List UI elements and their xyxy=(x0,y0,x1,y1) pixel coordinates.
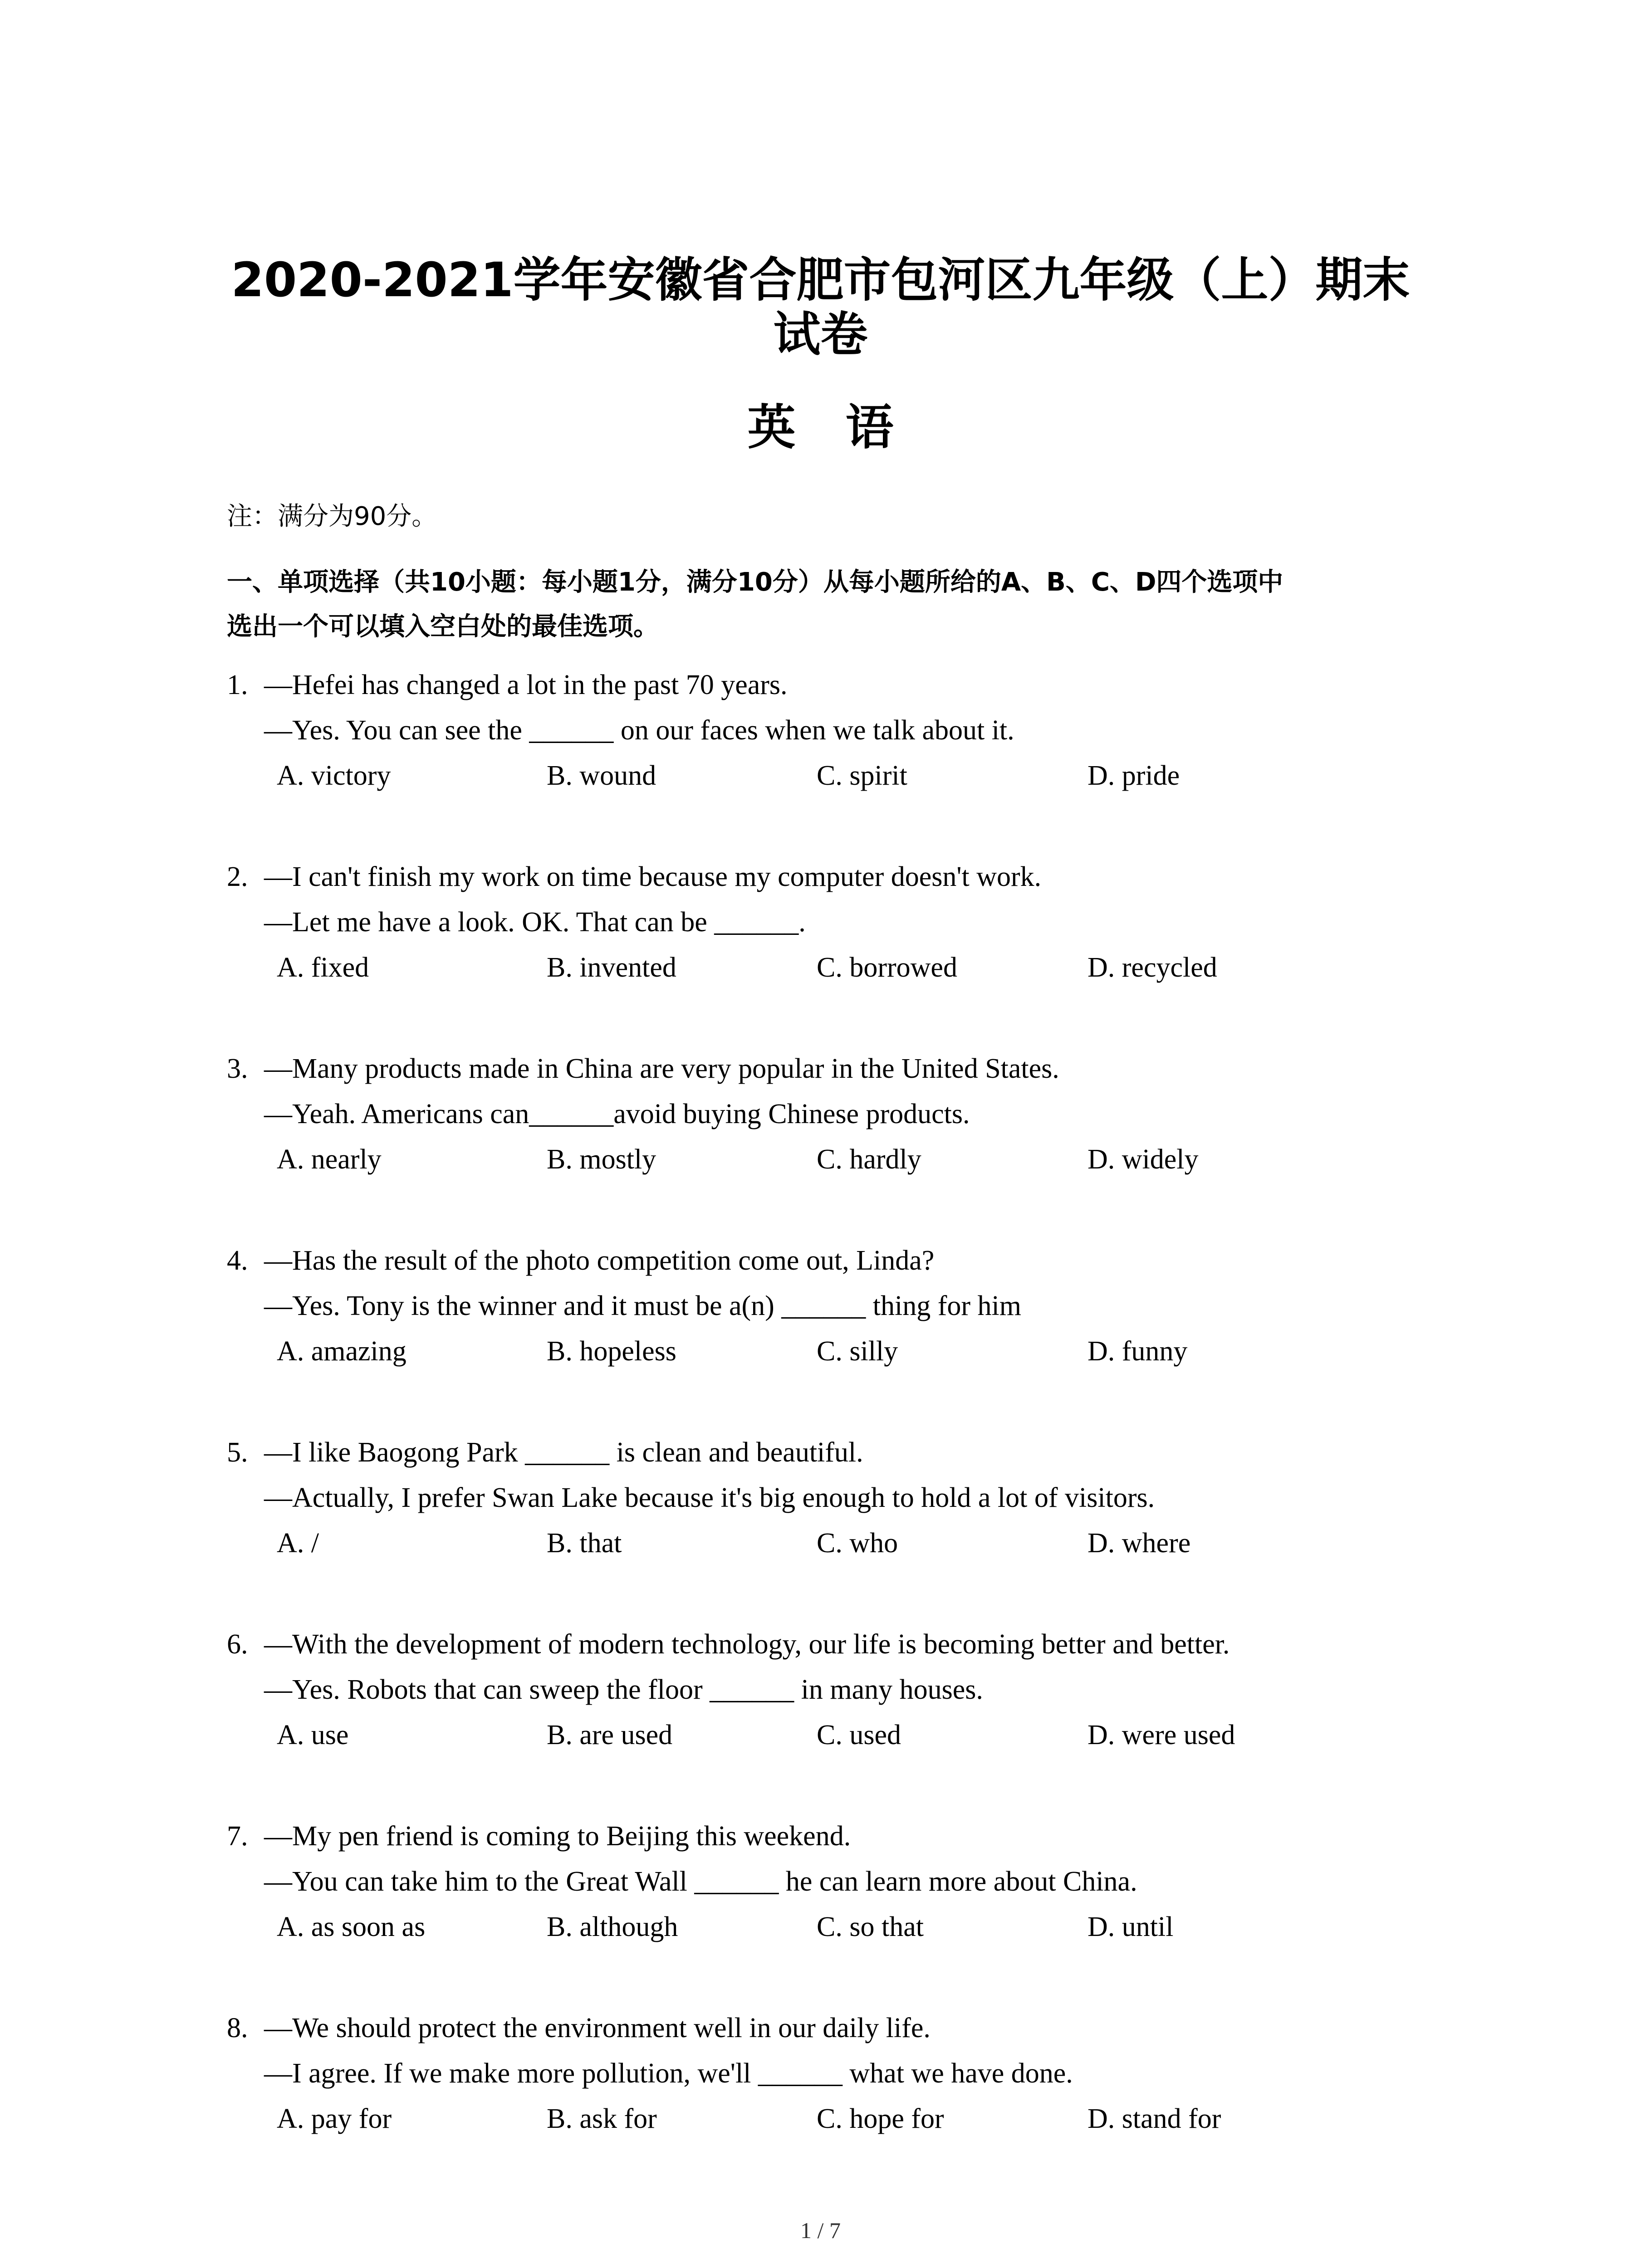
question-line-2: —Let me have a look. OK. That can be ______. xyxy=(264,907,806,938)
option-c: C. hope for xyxy=(817,2103,944,2134)
question-line-2: —I agree. If we make more pollution, we'll ______ what we have done. xyxy=(264,2058,1073,2089)
option-d: D. widely xyxy=(1087,1144,1199,1175)
option-a: A. / xyxy=(277,1528,319,1559)
option-d: D. funny xyxy=(1087,1336,1188,1367)
question-6 xyxy=(227,1622,1461,1758)
question-line-2: —Yes. You can see the ______ on our faces when we talk about it. xyxy=(264,715,1014,746)
option-c: C. spirit xyxy=(817,760,907,791)
option-b: B. wound xyxy=(547,760,656,791)
question-number: 7. xyxy=(227,1821,248,1852)
score-note: 注：满分为90分。 xyxy=(227,502,437,531)
question-line-2: —Yes. Tony is the winner and it must be a(n) ______ thing for him xyxy=(264,1290,1021,1321)
option-d: D. recycled xyxy=(1087,952,1217,983)
option-d: D. where xyxy=(1087,1528,1191,1559)
question-line-1: —My pen friend is coming to Beijing this weekend. xyxy=(264,1821,851,1852)
answer-options xyxy=(227,1904,1461,1950)
option-c: C. hardly xyxy=(817,1144,921,1175)
option-c: C. used xyxy=(817,1720,901,1750)
question-line-1: —I like Baogong Park ______ is clean and beautiful. xyxy=(264,1437,863,1468)
answer-options xyxy=(227,2096,1461,2141)
question-line-1: —We should protect the environment well in our daily life. xyxy=(264,2013,931,2043)
question-number: 8. xyxy=(227,2013,248,2043)
exam-title-line-1: 2020-2021学年安徽省合肥市包河区九年级（上）期末 xyxy=(231,252,1410,308)
option-b: B. that xyxy=(547,1528,622,1559)
option-b: B. invented xyxy=(547,952,676,983)
question-7 xyxy=(227,1813,1461,1950)
option-b: B. are used xyxy=(547,1720,673,1750)
question-line-1: —Has the result of the photo competition come out, Linda? xyxy=(264,1245,935,1276)
option-a: A. use xyxy=(277,1720,349,1750)
question-number: 6. xyxy=(227,1629,248,1660)
option-b: B. ask for xyxy=(547,2103,657,2134)
question-number: 3. xyxy=(227,1053,248,1084)
question-number: 4. xyxy=(227,1245,248,1276)
option-a: A. nearly xyxy=(277,1144,382,1175)
question-8 xyxy=(227,2005,1461,2141)
option-c: C. silly xyxy=(817,1336,898,1367)
exam-title-line-2: 试卷 xyxy=(773,307,868,362)
question-2 xyxy=(227,854,1461,990)
option-a: A. as soon as xyxy=(277,1911,426,1942)
question-line-1: —With the development of modern technology, our life is becoming better and better. xyxy=(264,1629,1230,1660)
question-line-2: —Yeah. Americans can______avoid buying Chinese products. xyxy=(264,1099,970,1129)
question-line-1: —Hefei has changed a lot in the past 70 years. xyxy=(264,670,788,700)
question-4 xyxy=(227,1238,1461,1374)
question-1 xyxy=(227,662,1461,798)
option-b: B. hopeless xyxy=(547,1336,676,1367)
question-5 xyxy=(227,1430,1461,1566)
answer-options xyxy=(227,1137,1461,1182)
question-line-1: —I can't finish my work on time because my computer doesn't work. xyxy=(264,861,1042,892)
option-a: A. victory xyxy=(277,760,391,791)
question-number: 5. xyxy=(227,1437,248,1468)
option-d: D. pride xyxy=(1087,760,1180,791)
option-d: D. were used xyxy=(1087,1720,1235,1750)
question-number: 1. xyxy=(227,670,248,700)
option-c: C. who xyxy=(817,1528,898,1559)
option-b: B. although xyxy=(547,1911,678,1942)
question-line-2: —Yes. Robots that can sweep the floor ______ in many houses. xyxy=(264,1674,983,1705)
answer-options xyxy=(227,1520,1461,1566)
option-c: C. so that xyxy=(817,1911,924,1942)
option-a: A. pay for xyxy=(277,2103,392,2134)
section-heading-line-1: 一、单项选择（共10小题：每小题1分，满分10分）从每小题所给的A、B、C、D四个选项中 xyxy=(227,567,1283,597)
question-line-1: —Many products made in China are very popular in the United States. xyxy=(264,1053,1059,1084)
page-number: 1 / 7 xyxy=(800,2218,841,2243)
subject-heading: 英语 xyxy=(747,400,944,455)
option-c: C. borrowed xyxy=(817,952,957,983)
question-3 xyxy=(227,1046,1461,1182)
option-a: A. amazing xyxy=(277,1336,407,1367)
option-b: B. mostly xyxy=(547,1144,656,1175)
answer-options xyxy=(227,1329,1461,1374)
option-a: A. fixed xyxy=(277,952,369,983)
answer-options xyxy=(227,753,1461,798)
answer-options xyxy=(227,945,1461,990)
option-d: D. stand for xyxy=(1087,2103,1221,2134)
option-d: D. until xyxy=(1087,1911,1174,1942)
question-number: 2. xyxy=(227,861,248,892)
question-line-2: —You can take him to the Great Wall ______ he can learn more about China. xyxy=(264,1866,1137,1897)
section-heading-line-2: 选出一个可以填入空白处的最佳选项。 xyxy=(227,612,659,641)
question-line-2: —Actually, I prefer Swan Lake because it's big enough to hold a lot of visitors. xyxy=(264,1482,1155,1513)
answer-options xyxy=(227,1712,1461,1758)
